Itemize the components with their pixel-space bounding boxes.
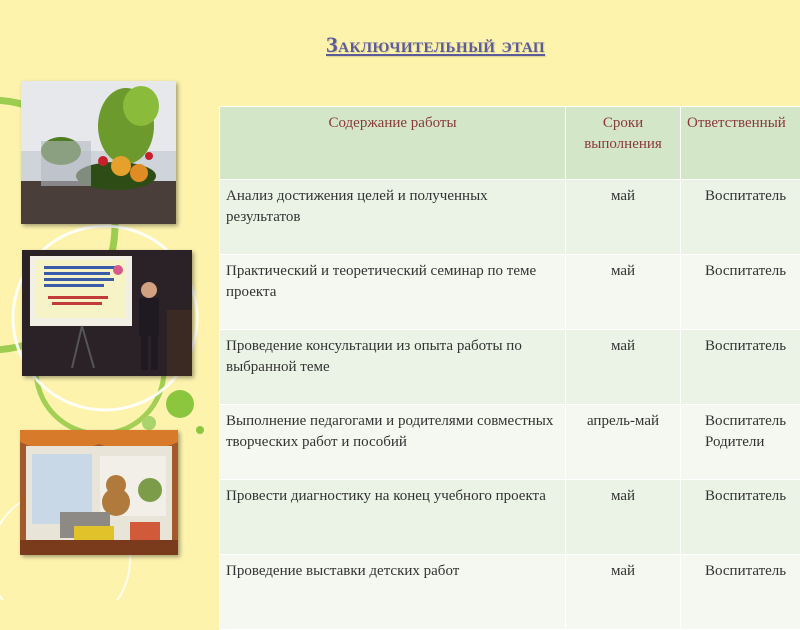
cell-content: Практический и теоретический семинар по теме проекта — [220, 255, 566, 330]
plan-table — [219, 106, 800, 630]
cell-deadline: май — [566, 555, 681, 630]
cell-responsible-line2: Родители — [705, 432, 794, 453]
cell-responsible: Воспитатель — [681, 480, 800, 555]
cell-responsible: Воспитатель — [681, 555, 800, 630]
cell-responsible-line1: Воспитатель — [705, 411, 794, 432]
cell-responsible: Воспитатель — [681, 255, 800, 330]
cell-responsible: Воспитатель — [681, 330, 800, 405]
cell-deadline: май — [566, 330, 681, 405]
photo-craft-plant — [21, 81, 176, 224]
cell-responsible: Воспитатель — [681, 180, 800, 255]
cell-content: Провести диагностику на конец учебного проекта — [220, 480, 566, 555]
deco-dot-tiny — [196, 426, 204, 434]
slide-title: Заключительный этап — [326, 32, 545, 58]
table-row — [220, 330, 800, 405]
table-row — [220, 255, 800, 330]
deco-dot-small — [142, 416, 156, 430]
table-row — [220, 555, 800, 630]
photo-craft-display — [20, 430, 178, 555]
cell-content: Проведение выставки детских работ — [220, 555, 566, 630]
cell-deadline: май — [566, 480, 681, 555]
cell-responsible — [681, 405, 800, 480]
deco-dot-large — [166, 390, 194, 418]
photo-seminar-presentation — [22, 250, 192, 376]
cell-deadline: май — [566, 255, 681, 330]
table-row — [220, 480, 800, 555]
header-content: Содержание работы — [220, 107, 566, 180]
header-deadline: Сроки выполнения — [566, 107, 681, 180]
table-row — [220, 180, 800, 255]
cell-content: Проведение консультации из опыта работы по выбранной теме — [220, 330, 566, 405]
cell-content: Анализ достижения целей и полученных результатов — [220, 180, 566, 255]
table-header-row — [220, 107, 800, 180]
table-row — [220, 405, 800, 480]
header-responsible: Ответственный — [681, 107, 800, 180]
cell-content: Выполнение педагогами и родителями совместных творческих работ и пособий — [220, 405, 566, 480]
cell-deadline: май — [566, 180, 681, 255]
cell-deadline: апрель-май — [566, 405, 681, 480]
